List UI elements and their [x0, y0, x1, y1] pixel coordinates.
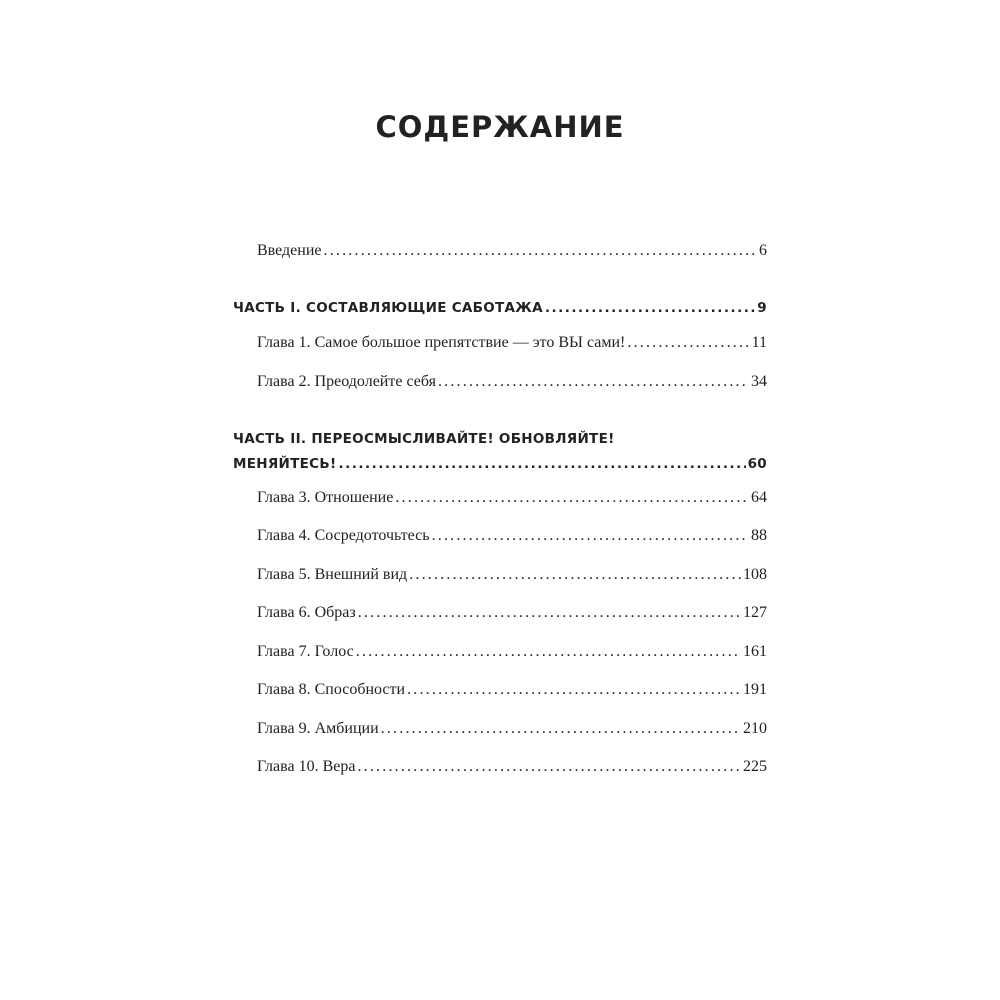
toc-entry-title: Глава 2. Преодолейте себя	[257, 373, 436, 390]
toc-entry-title: Глава 4. Сосредоточьтесь	[257, 527, 430, 544]
toc-entry-title: Введение	[257, 242, 322, 259]
toc-page-number: 108	[743, 566, 767, 583]
toc-entry-chapter-2[interactable]	[257, 371, 767, 393]
dot-leader	[409, 564, 741, 586]
dot-leader	[432, 525, 749, 547]
toc-entry-title: Глава 1. Самое большое препятствие — это ВЫ сами!	[257, 334, 626, 351]
page-title: СОДЕРЖАНИЕ	[375, 110, 625, 144]
toc-page-number: 6	[759, 242, 767, 259]
toc-entry-chapter-9[interactable]	[257, 718, 767, 740]
toc-entry-chapter-7[interactable]	[257, 641, 767, 663]
dot-leader	[545, 297, 755, 319]
dot-leader	[395, 487, 749, 509]
toc-entry-chapter-3[interactable]	[257, 487, 767, 509]
toc-page-number: 225	[743, 758, 767, 775]
toc-entry-title: Глава 7. Голос	[257, 643, 354, 660]
toc-entry-intro[interactable]	[257, 240, 767, 262]
dot-leader	[358, 602, 741, 624]
toc-page-number: 64	[751, 489, 767, 506]
toc-entry-title: Глава 9. Амбиции	[257, 720, 379, 737]
toc-entry-chapter-6[interactable]	[257, 602, 767, 624]
dot-leader	[324, 240, 758, 262]
toc-entry-chapter-1[interactable]	[257, 332, 767, 354]
toc-page-number: 88	[751, 527, 767, 544]
toc-entry-title: Глава 5. Внешний вид	[257, 566, 408, 583]
toc-page-number: 210	[743, 720, 767, 737]
toc-entry-part-1[interactable]	[233, 297, 767, 319]
toc-page-number: 127	[743, 604, 767, 621]
toc-page-number: 34	[751, 373, 767, 390]
toc-part-title: ЧАСТЬ I. СОСТАВЛЯЮЩИЕ САБОТАЖА	[233, 300, 543, 316]
toc-entry-chapter-4[interactable]	[257, 525, 767, 547]
dot-leader	[407, 679, 741, 701]
toc-entry-title: Глава 3. Отношение	[257, 489, 394, 506]
toc-entry-title: Глава 8. Способности	[257, 681, 406, 698]
toc-part-2-title-line-1[interactable]: ЧАСТЬ II. ПЕРЕОСМЫСЛИВАЙТЕ! ОБНОВЛЯЙТЕ!	[233, 431, 615, 447]
toc-page-number: 11	[751, 334, 767, 351]
dot-leader	[438, 371, 749, 393]
toc-entry-part-2[interactable]	[233, 453, 767, 475]
toc-page-number: 161	[743, 643, 767, 660]
dot-leader	[356, 641, 741, 663]
toc-entry-chapter-10[interactable]	[257, 756, 767, 778]
toc-page-number: 60	[747, 456, 767, 472]
dot-leader	[338, 453, 745, 475]
toc-part-title: МЕНЯЙТЕСЬ!	[233, 456, 337, 472]
dot-leader	[381, 718, 741, 740]
toc-page-number: 191	[743, 681, 767, 698]
toc-entry-chapter-5[interactable]	[257, 564, 767, 586]
dot-leader	[627, 332, 749, 354]
toc-entry-chapter-8[interactable]	[257, 679, 767, 701]
dot-leader	[357, 756, 741, 778]
toc-page-number: 9	[757, 300, 767, 316]
toc-entry-title: Глава 10. Вера	[257, 758, 356, 775]
toc-entry-title: Глава 6. Образ	[257, 604, 356, 621]
